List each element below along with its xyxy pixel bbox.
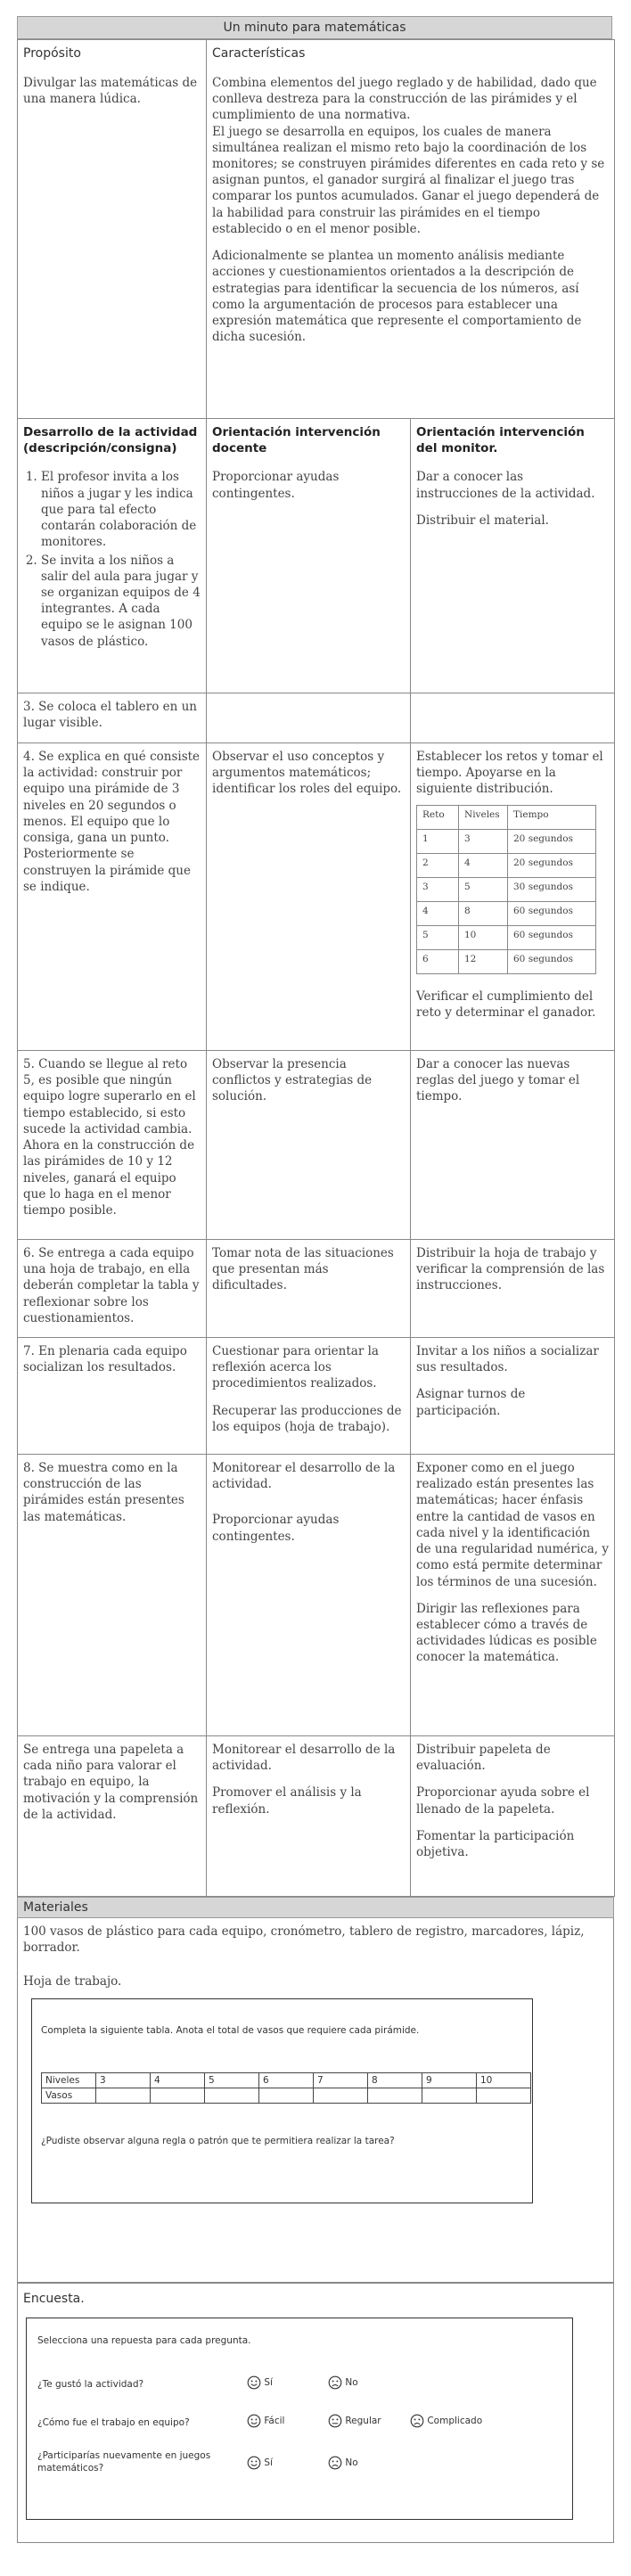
teacher-cell-6 bbox=[207, 1338, 411, 1455]
happy-face-icon bbox=[247, 2375, 261, 2390]
monitor-column-header: Orientación intervención del monitor. bbox=[416, 425, 585, 456]
retos-cell: 20 segundos bbox=[508, 853, 596, 877]
characteristics-p2: El juego se desarrolla en equipos, los cuales de manera simultánea realizan el mismo reto bajo la coordinación de los monitores; se construyen pirámides diferentes en cada reto y se asignan puntos, el ganador surgirá al finalizar el juego tras comparar los puntos acumulados. Ganar el juego dependerá de la habilidad para construir las pirámides en el tiempo establecido o en el menor posible. bbox=[212, 124, 605, 236]
sad-face-icon bbox=[328, 2456, 342, 2470]
level-cell: 7 bbox=[314, 2073, 368, 2088]
monitor-cell-2 bbox=[411, 693, 615, 743]
q2-option-hard-label: Complicado bbox=[427, 2416, 483, 2426]
row-6 bbox=[18, 1338, 615, 1455]
activity-cell-7 bbox=[18, 1455, 207, 1736]
row-8 bbox=[18, 1736, 615, 1897]
level-cell: 6 bbox=[259, 2073, 314, 2088]
retos-cell: 30 segundos bbox=[508, 877, 596, 901]
teacher-text-8b: Promover el análisis y la reflexión. bbox=[212, 1785, 362, 1817]
vasos-row bbox=[42, 2088, 531, 2104]
level-cell: 4 bbox=[151, 2073, 205, 2088]
q3-option-no-label: No bbox=[345, 2457, 358, 2468]
activity-step-8: 8. Se muestra como en la construcción de las pirámides están presentes las matemáticas. bbox=[23, 1461, 184, 1524]
survey-header: Encuesta. bbox=[23, 2292, 85, 2306]
materials-text: 100 vasos de plástico para cada equipo, cronómetro, tablero de registro, marcadores, lápiz, borrador. bbox=[23, 1924, 585, 1956]
activity-step-7: 7. En plenaria cada equipo socializan los resultados. bbox=[23, 1344, 187, 1375]
retos-header-niveles: Niveles bbox=[459, 805, 508, 829]
teacher-text-6a: Cuestionar para orientar la reflexión acerca los procedimientos realizados. bbox=[212, 1344, 379, 1391]
monitor-text-6b: Asignar turnos de participación. bbox=[416, 1387, 526, 1418]
teacher-cell-5 bbox=[207, 1240, 411, 1338]
survey-form bbox=[26, 2318, 573, 2520]
levels-label: Niveles bbox=[42, 2073, 96, 2088]
retos-cell: 60 segundos bbox=[508, 901, 596, 925]
retos-cell: 8 bbox=[459, 901, 508, 925]
survey-box bbox=[17, 2283, 614, 2543]
retos-cell: 4 bbox=[417, 901, 459, 925]
retos-row bbox=[417, 925, 596, 949]
purpose-header: Propósito bbox=[23, 46, 81, 61]
retos-cell: 60 segundos bbox=[508, 949, 596, 973]
teacher-text-7a: Monitorear el desarrollo de la actividad. bbox=[212, 1461, 396, 1492]
activity-step-4: 4. Se explica en qué consiste la actividad: construir por equipo una pirámide de 3 niveles en 20 segundos o menos. El equipo que lo consiga, gana un punto. Posteriormente se construyen la pirámide que se indique. bbox=[23, 750, 201, 894]
monitor-text-5: Distribuir la hoja de trabajo y verificar la comprensión de las instrucciones. bbox=[416, 1246, 605, 1293]
happy-face-icon bbox=[247, 2456, 261, 2470]
activity-cell-3 bbox=[18, 743, 207, 1051]
worksheet-instruction: Completa la siguiente tabla. Anota el total de vasos que requiere cada pirámide. bbox=[41, 2025, 420, 2036]
teacher-cell-8 bbox=[207, 1736, 411, 1897]
monitor-text-7a: Exponer como en el juego realizado están presentes las matemáticas; hacer énfasis entre la cantidad de vasos en cada nivel y la identificación de una regularidad numérica, y como está permite determinar los términos de una sucesión. bbox=[416, 1461, 609, 1589]
monitor-cell-8 bbox=[411, 1736, 615, 1897]
row-5 bbox=[18, 1240, 615, 1338]
monitor-text-8a: Distribuir papeleta de evaluación. bbox=[416, 1743, 551, 1774]
characteristics-header: Características bbox=[212, 46, 306, 61]
monitor-text-1b: Distribuir el material. bbox=[416, 513, 549, 528]
materials-header: Materiales bbox=[17, 1897, 614, 1918]
row-1 bbox=[18, 419, 615, 693]
purpose-cell bbox=[18, 40, 207, 419]
level-cell: 10 bbox=[477, 2073, 531, 2088]
vasos-cell[interactable] bbox=[151, 2088, 205, 2104]
teacher-cell-4 bbox=[207, 1051, 411, 1240]
activity-step-2: 2. Se invita a los niños a salir del aula para jugar y se organizan equipos de 4 integrantes. A cada equipo se le asignan 100 vasos de plástico. bbox=[41, 553, 201, 650]
monitor-cell-3 bbox=[411, 743, 615, 1051]
retos-cell: 5 bbox=[459, 877, 508, 901]
vasos-cell[interactable] bbox=[314, 2088, 368, 2104]
activity-cell-2 bbox=[18, 693, 207, 743]
q1-option-no[interactable] bbox=[328, 2375, 358, 2390]
level-cell: 9 bbox=[422, 2073, 477, 2088]
teacher-cell-2 bbox=[207, 693, 411, 743]
happy-face-icon bbox=[247, 2414, 261, 2428]
q3-option-no[interactable] bbox=[328, 2456, 358, 2470]
teacher-column-header: Orientación intervención docente bbox=[212, 425, 381, 456]
retos-row bbox=[417, 829, 596, 853]
teacher-text-8a: Monitorear el desarrollo de la actividad. bbox=[212, 1743, 396, 1774]
document-page bbox=[17, 16, 612, 2543]
monitor-text-3a: Establecer los retos y tomar el tiempo. Apoyarse en la siguiente distribución. bbox=[416, 750, 603, 797]
monitor-text-4: Dar a conocer las nuevas reglas del juego y tomar el tiempo. bbox=[416, 1057, 580, 1104]
monitor-text-8b: Proporcionar ayuda sobre el llenado de la papeleta. bbox=[416, 1785, 590, 1817]
purpose-row bbox=[18, 40, 615, 419]
vasos-cell[interactable] bbox=[422, 2088, 477, 2104]
q2-option-regular[interactable] bbox=[328, 2414, 381, 2428]
q3-option-yes-label: Sí bbox=[264, 2457, 273, 2468]
monitor-cell-7 bbox=[411, 1455, 615, 1736]
vasos-cell[interactable] bbox=[477, 2088, 531, 2104]
retos-cell: 1 bbox=[417, 829, 459, 853]
activity-step-5: 5. Cuando se llegue al reto 5, es posible que ningún equipo logre superarlo en el tiempo establecido, si esto sucede la actividad cambia. Ahora en la construcción de las pirámides de 10 y 12 niveles, ganará el equipo que lo haga en el menor tiempo posible. bbox=[23, 1057, 196, 1218]
retos-cell: 2 bbox=[417, 853, 459, 877]
retos-cell: 12 bbox=[459, 949, 508, 973]
sad-face-icon bbox=[410, 2414, 424, 2428]
activity-evaluation: Se entrega una papeleta a cada niño para valorar el trabajo en equipo, la motivación y la comprensión de la actividad. bbox=[23, 1743, 199, 1822]
q2-option-easy-label: Fácil bbox=[264, 2416, 285, 2426]
document-title: Un minuto para matemáticas bbox=[17, 16, 612, 39]
retos-header-reto: Reto bbox=[417, 805, 459, 829]
neutral-face-icon bbox=[328, 2414, 342, 2428]
activity-cell-6 bbox=[18, 1338, 207, 1455]
row-7 bbox=[18, 1455, 615, 1736]
q1-option-no-label: No bbox=[345, 2377, 358, 2388]
characteristics-p3: Adicionalmente se plantea un momento análisis mediante acciones y cuestionamientos orientados a la descripción de estrategias para identificar la secuencia de los números, así como la argumentación de procesos para establecer una expresión matemática que represente el comportamiento de dicha sucesión. bbox=[212, 249, 582, 345]
teacher-text-7b: Proporcionar ayudas contingentes. bbox=[212, 1513, 340, 1544]
characteristics-p1: Combina elementos del juego reglado y de habilidad, dado que conlleva destreza para la construcción de las pirámides y el cumplimiento de una normativa. bbox=[212, 75, 597, 123]
retos-cell: 10 bbox=[459, 925, 508, 949]
retos-header-tiempo: Tiempo bbox=[508, 805, 596, 829]
sad-face-icon bbox=[328, 2375, 342, 2390]
retos-row bbox=[417, 949, 596, 973]
activity-step-3: 3. Se coloca el tablero en un lugar visible. bbox=[23, 700, 197, 731]
vasos-cell[interactable] bbox=[96, 2088, 151, 2104]
retos-header-row bbox=[417, 805, 596, 829]
characteristics-cell bbox=[207, 40, 615, 419]
retos-cell: 5 bbox=[417, 925, 459, 949]
q1-option-yes[interactable] bbox=[247, 2375, 273, 2390]
level-cell: 8 bbox=[368, 2073, 422, 2088]
monitor-cell-6 bbox=[411, 1338, 615, 1455]
teacher-text-6b: Recuperar las producciones de los equipos (hoja de trabajo). bbox=[212, 1403, 402, 1434]
activity-cell-4 bbox=[18, 1051, 207, 1240]
q1-option-yes-label: Sí bbox=[264, 2377, 273, 2388]
retos-cell: 20 segundos bbox=[508, 829, 596, 853]
monitor-text-7b: Dirigir las reflexiones para establecer cómo a través de actividades lúdicas es posible conocer la matemática. bbox=[416, 1601, 597, 1665]
activity-cell-5 bbox=[18, 1240, 207, 1338]
monitor-text-6a: Invitar a los niños a socializar sus resultados. bbox=[416, 1344, 599, 1375]
activity-plan-table bbox=[17, 39, 615, 1897]
activity-column-header: Desarrollo de la actividad (descripción/consigna) bbox=[23, 425, 198, 456]
worksheet-box bbox=[31, 1998, 533, 2203]
teacher-text-5: Tomar nota de las situaciones que presentan más dificultades. bbox=[212, 1246, 394, 1293]
level-cell: 5 bbox=[205, 2073, 259, 2088]
vasos-label: Vasos bbox=[42, 2088, 96, 2104]
survey-question-2: ¿Cómo fue el trabajo en equipo? bbox=[37, 2417, 190, 2428]
teacher-text-3: Observar el uso conceptos y argumentos matemáticos; identificar los roles del equipo. bbox=[212, 750, 402, 797]
row-2 bbox=[18, 693, 615, 743]
teacher-cell-3 bbox=[207, 743, 411, 1051]
worksheet-label: Hoja de trabajo. bbox=[23, 1974, 122, 1989]
retos-row bbox=[417, 877, 596, 901]
activity-step-1: 1. El profesor invita a los niños a jugar y les indica que para tal efecto contarán colaboración de monitores. bbox=[41, 469, 201, 550]
materials-box bbox=[17, 1918, 614, 2283]
retos-row bbox=[417, 853, 596, 877]
survey-question-3: ¿Participarías nuevamente en juegos matemáticos? bbox=[37, 2450, 211, 2474]
activity-cell-1 bbox=[18, 419, 207, 693]
row-3 bbox=[18, 743, 615, 1051]
monitor-text-8c: Fomentar la participación objetiva. bbox=[416, 1828, 575, 1860]
retos-row bbox=[417, 901, 596, 925]
vasos-cell[interactable] bbox=[368, 2088, 422, 2104]
retos-table bbox=[416, 805, 596, 974]
levels-table bbox=[41, 2072, 531, 2104]
q2-option-easy[interactable] bbox=[247, 2414, 284, 2428]
retos-cell: 3 bbox=[417, 877, 459, 901]
teacher-cell-7 bbox=[207, 1455, 411, 1736]
survey-question-1: ¿Te gustó la actividad? bbox=[37, 2379, 144, 2390]
purpose-text: Divulgar las matemáticas de una manera lúdica. bbox=[23, 75, 198, 107]
activity-cell-8 bbox=[18, 1736, 207, 1897]
monitor-text-3b: Verificar el cumplimiento del reto y determinar el ganador. bbox=[416, 989, 596, 1020]
teacher-text-4: Observar la presencia conflictos y estrategias de solución. bbox=[212, 1057, 373, 1104]
retos-cell: 3 bbox=[459, 829, 508, 853]
monitor-cell-5 bbox=[411, 1240, 615, 1338]
q3-option-yes[interactable] bbox=[247, 2456, 273, 2470]
retos-cell: 4 bbox=[459, 853, 508, 877]
retos-cell: 60 segundos bbox=[508, 925, 596, 949]
level-cell: 3 bbox=[96, 2073, 151, 2088]
retos-cell: 6 bbox=[417, 949, 459, 973]
monitor-cell-1 bbox=[411, 419, 615, 693]
activity-step-6: 6. Se entrega a cada equipo una hoja de trabajo, en ella deberán completar la tabla y reflexionar sobre los cuestionamientos. bbox=[23, 1246, 200, 1325]
teacher-cell-1 bbox=[207, 419, 411, 693]
vasos-cell[interactable] bbox=[259, 2088, 314, 2104]
teacher-text-1: Proporcionar ayudas contingentes. bbox=[212, 470, 340, 501]
levels-row bbox=[42, 2073, 531, 2088]
worksheet-question: ¿Pudiste observar alguna regla o patrón que te permitiera realizar la tarea? bbox=[41, 2136, 395, 2146]
vasos-cell[interactable] bbox=[205, 2088, 259, 2104]
monitor-text-1a: Dar a conocer las instrucciones de la actividad. bbox=[416, 470, 595, 501]
row-4 bbox=[18, 1051, 615, 1240]
q2-option-regular-label: Regular bbox=[345, 2416, 381, 2426]
monitor-cell-4 bbox=[411, 1051, 615, 1240]
q2-option-hard[interactable] bbox=[410, 2414, 482, 2428]
activity-list bbox=[23, 469, 201, 649]
survey-instruction: Selecciona una repuesta para cada pregunta. bbox=[37, 2335, 251, 2346]
